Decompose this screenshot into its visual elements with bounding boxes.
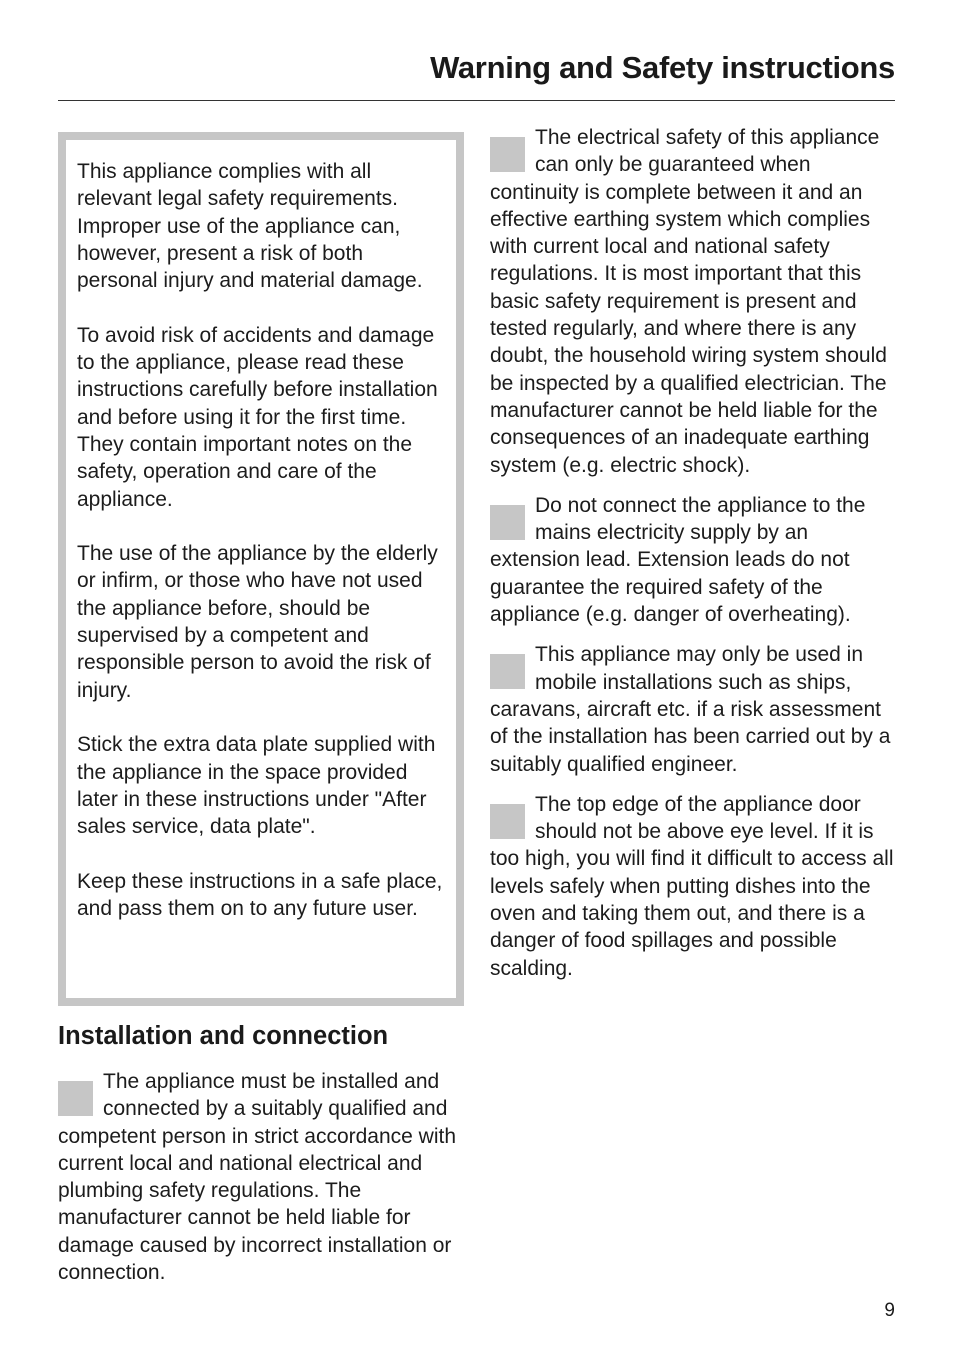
bullet-text: The appliance must be installed and connected by a suitably qualified and competent person in strict accordance with current local and national electrical and plumbing safety regulations. The manufacturer cannot be held liable for damage caused by incorrect installation or connection. [58,1070,457,1285]
bullet-item [490,492,900,628]
intro-notice-box [58,132,464,1006]
bullet-marker-icon [490,804,525,839]
bullet-marker-icon [490,505,525,540]
bullet-item [490,124,900,479]
intro-paragraph: This appliance complies with all relevant legal safety requirements. Improper use of the appliance can, however, present a risk of both personal injury and material damage. [77,160,423,293]
bullet-marker-icon [490,654,525,689]
bullet-marker-icon [58,1081,93,1116]
intro-paragraph: To avoid risk of accidents and damage to the appliance, please read these instructions carefully before installation and before using it for the first time. They contain important notes on the safety, operation and care of the appliance. [77,323,438,511]
intro-paragraph: Stick the extra data plate supplied with the appliance in the space provided later in these instructions under "After sales service, data plate". [77,733,436,839]
bullet-text: Do not connect the appliance to the mains electricity supply by an extension lead. Extension leads do not guarantee the required safety of the appliance (e.g. danger of overheating). [490,493,866,627]
bullet-text: The electrical safety of this appliance can only be guaranteed when continuity is complete between it and an effective earthing system which complies with current local and national safety regulations. It is most important that this basic safety requirement is present and tested regularly, and where there is any doubt, the household wiring system should be inspected by a qualified electrician. The manufacturer cannot be held liable for the consequences of an inadequate earthing system (e.g. electric shock). [490,126,887,477]
page-number: 9 [884,1300,895,1321]
intro-paragraph: The use of the appliance by the elderly or infirm, or those who have not used the appliance before, should be supervised by a competent and responsible person to avoid the risk of injury. [77,542,438,702]
installation-list-right [490,124,900,995]
title-divider [58,100,895,101]
installation-list-left [58,1068,468,1299]
bullet-item [490,641,900,777]
bullet-text: This appliance may only be used in mobile installations such as ships, caravans, aircraft etc. if a risk assessment of the installation has been carried out by a suitably qualified engineer. [490,643,891,776]
bullet-marker-icon [490,137,525,172]
bullet-item [58,1068,468,1286]
section-heading-installation: Installation and connection [58,1022,389,1050]
intro-paragraph: Keep these instructions in a safe place, and pass them on to any future user. [77,869,443,921]
page-title: Warning and Safety instructions [430,50,895,85]
bullet-item [490,791,900,982]
bullet-text: The top edge of the appliance door should not be above eye level. If it is too high, you will find it difficult to access all levels safely when putting dishes into the oven and taking them out, and there is a danger of food spillages and possible scalding. [490,792,894,980]
